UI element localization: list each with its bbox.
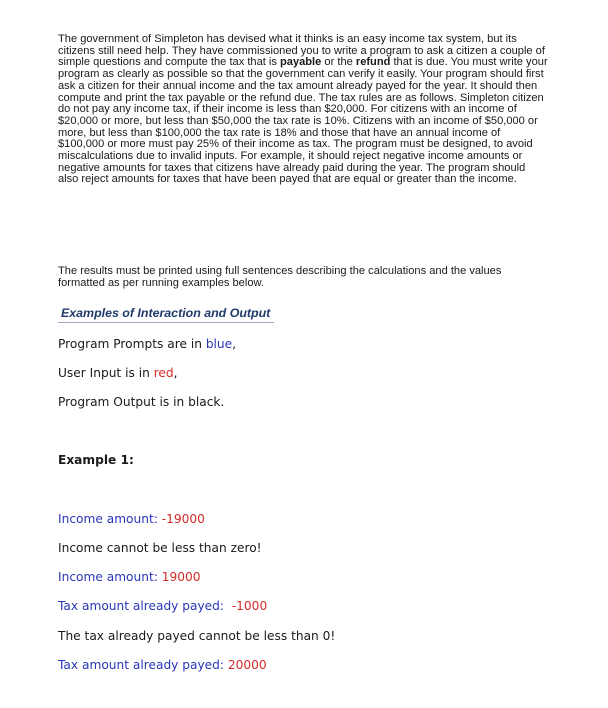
- problem-text-c: that is due. You must write your program as clearly as possible so that the government can verify it easily. Your program should first ask a citizen for their annual income and the tax amount already payed for the year. It should then compute and print the tax payable or the refund due. The tax rules are as follows. Simpleton citizen do not pay any income tax, if their income is less than $20,000. For citizens with an income of $20,000 or more, but less than $50,000 the tax rate is 10%. Citizens with an income of $50,000 or more, but less than $100,000 the tax rate is 18% and those that have an annual income of $100,000 or more must pay 25% of their income as tax. The program must be designed, to avoid miscalculations due to invalid inputs. For example, it should reject negative income amounts or negative amounts for taxes that citizens have already paid during the year. The program should also reject amounts for taxes that have been payed that are equal or greater than the income.: [58, 56, 548, 186]
- examples-heading: Examples of Interaction and Output: [58, 306, 274, 323]
- problem-text-a: The government of Simpleton has devised what it thinks is an easy income tax system, but its citizens still need help. They have commissioned you to write a program to ask a citizen a couple of simple questions and compute the tax that is: [58, 33, 545, 69]
- legend-blue-word: blue: [205, 337, 233, 351]
- legend-output: Program Output is in black.: [58, 395, 225, 409]
- refund-bold: refund: [355, 56, 391, 69]
- example-line: Tax amount already payed: 20000: [58, 658, 267, 672]
- problem-description: [58, 34, 548, 186]
- example-line: Income amount: -19000: [58, 512, 205, 526]
- example-line: Tax amount already payed: -1000: [58, 599, 268, 613]
- legend-prompts: Program Prompts are in blue,: [58, 337, 237, 351]
- example-line: Income cannot be less than zero!: [58, 541, 262, 555]
- problem-text-b: or the: [321, 56, 356, 69]
- payable-bold: payable: [280, 56, 322, 69]
- results-instruction: The results must be printed using full sentences describing the calculations and the values formatted as per running examples below.: [58, 265, 502, 289]
- example-line: The tax already payed cannot be less than 0!: [58, 629, 336, 643]
- legend-input: User Input is in red,: [58, 366, 178, 380]
- legend-red-word: red: [153, 366, 174, 380]
- example-line: Income amount: 19000: [58, 570, 201, 584]
- example-1-title: Example 1:: [58, 453, 134, 467]
